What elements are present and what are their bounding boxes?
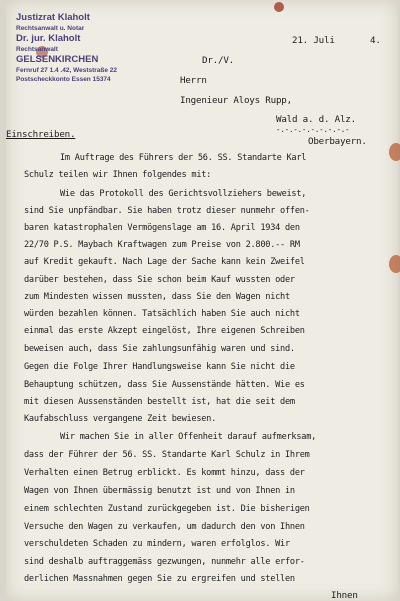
lawyer-stamp bbox=[16, 12, 116, 84]
body-text-line: einmal das erste Akzept eingelöst, Ihre eigenen Schreiben bbox=[24, 326, 305, 336]
body-text-line: baren katastrophalen Vermögenslage am 16. April 1934 den bbox=[24, 223, 300, 233]
page-number: 4. bbox=[370, 35, 381, 46]
body-text-line: Im Auftrage des Führers der 56. SS. Standarte Karl bbox=[60, 153, 307, 163]
stamp-line: GELSENKIRCHEN bbox=[16, 54, 99, 65]
stamp-line: Dr. jur. Klaholt bbox=[16, 33, 81, 44]
body-text-line: auf Kredit gekauft. Nach Lage der Sache kann kein Zweifel bbox=[24, 257, 305, 267]
body-text-line: derlichen Massnahmen gegen Sie zu ergreifen und stellen bbox=[24, 574, 295, 584]
recipient-region: Oberbayern. bbox=[308, 136, 367, 147]
body-text-line: Versuche den Wagen zu verkaufen, um dadurch den von Ihnen bbox=[24, 522, 305, 532]
body-text-line: sind Sie unpfändbar. Sie haben trotz dieser nunmehr offen- bbox=[24, 206, 310, 216]
body-text-line: beweisen auch, dass Sie zahlungsunfähig waren und sind. bbox=[24, 344, 295, 354]
body-text-line: dass der Führer der 56. SS. Standarte Karl Schulz in Ihrem bbox=[24, 450, 310, 460]
stamp-line: Fernruf 27 1.4 .42, Weststraße 22 bbox=[16, 67, 118, 74]
body-text-line: mit diesen Aussenständen bestellt ist, hat die seit dem bbox=[24, 397, 295, 407]
ink-stain bbox=[274, 2, 284, 12]
body-text-line: sind deshalb auftraggemäss gezwungen, nunmehr alle erfor- bbox=[24, 557, 305, 567]
recipient-city: Wald a. d. Alz. bbox=[276, 114, 356, 125]
stamp-line: Rechtsanwalt bbox=[16, 46, 58, 53]
letter-date: 21. Juli bbox=[292, 35, 335, 46]
rust-stain bbox=[389, 255, 400, 273]
body-text-line: 22/70 P.S. Maybach Kraftwagen zum Preise von 2.800.-- RM bbox=[24, 240, 300, 250]
separator-line: -.-.-.-.-.-.-.-.- bbox=[276, 125, 350, 134]
body-text-line: verschuldeten Schaden zu mindern, waren erfolglos. Wir bbox=[24, 539, 290, 549]
catchword: Ihnen bbox=[331, 590, 358, 601]
body-text-line: darüber bestehen, dass Sie schon beim Kauf wussten oder bbox=[24, 275, 295, 285]
stamp-line: Postscheckkonto Essen 15374 bbox=[16, 76, 111, 83]
letter-page bbox=[6, 0, 398, 601]
body-text-line: würden bezahlen können. Tatsächlich haben Sie auch nicht bbox=[24, 309, 300, 319]
body-text-line: zum Mindesten wissen mussten, dass Sie den Wagen nicht bbox=[24, 292, 290, 302]
reference-code: Dr./V. bbox=[202, 55, 234, 66]
body-text-line: Schulz teilen wir Ihnen folgendes mit: bbox=[24, 170, 212, 180]
body-text-line: einem schlechten Zustand zurückgegeben ist. Die bisherigen bbox=[24, 504, 310, 514]
recipient-name: Ingenieur Aloys Rupp, bbox=[180, 95, 292, 106]
stamp-line: Rechtsanwalt u. Notar bbox=[16, 25, 85, 32]
body-text-line: Verhalten einen Betrug erblickt. Es kommt hinzu, dass der bbox=[24, 468, 305, 478]
recipient-salutation: Herrn bbox=[180, 75, 207, 86]
mail-type-label: Einschreiben. bbox=[6, 129, 76, 140]
rust-stain bbox=[389, 143, 400, 161]
body-text-line: Wagen von Ihnen übermässig benutzt ist und von Ihnen in bbox=[24, 486, 295, 496]
body-text-line: Gegen die Folge Ihrer Handlungsweise kann Sie nicht die bbox=[24, 362, 295, 372]
body-text-line: Kaufabschluss vergangene Zeit bewiesen. bbox=[24, 414, 217, 424]
stamp-line: Justizrat Klaholt bbox=[16, 12, 90, 23]
body-text-line: Wir machen Sie in aller Offenheit darauf aufmerksam, bbox=[60, 432, 317, 442]
body-text-line: Behauptung schützen, dass Sie Aussenstände hätten. Wie es bbox=[24, 380, 305, 390]
body-text-line: Wie das Protokoll des Gerichtsvollziehers beweist, bbox=[60, 189, 307, 199]
